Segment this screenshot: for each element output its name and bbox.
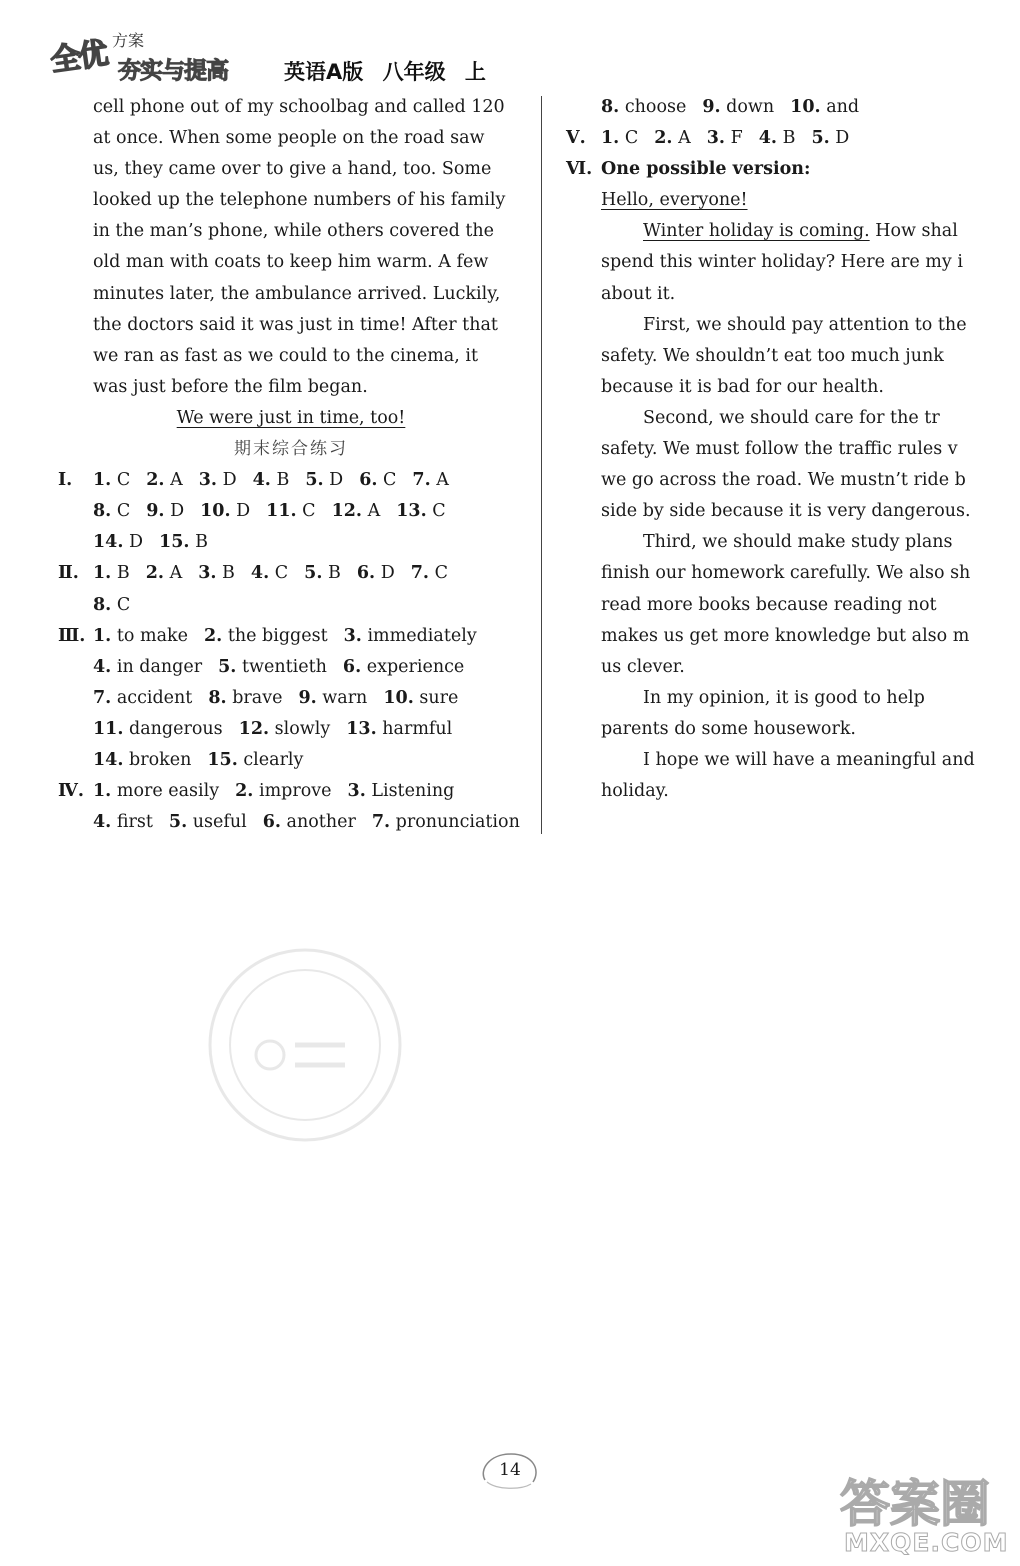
- answer-number: 6.: [359, 470, 378, 491]
- essay-line: holiday.: [601, 781, 669, 802]
- answer-items: [58, 527, 524, 558]
- section-numeral: Ⅴ.: [566, 128, 586, 149]
- essay-line: because it is bad for our health.: [601, 376, 884, 397]
- answer-number: 15.: [207, 749, 238, 770]
- answer-number: 10.: [200, 501, 231, 522]
- answer-number: 2.: [235, 781, 254, 802]
- answer-row: [58, 776, 524, 807]
- answer-number: 13.: [346, 718, 377, 739]
- logo-main-text: 全优: [48, 36, 109, 79]
- answer-item: 15. B: [159, 532, 208, 553]
- section-numeral: Ⅱ.: [58, 563, 79, 584]
- answer-number: 4.: [250, 563, 270, 584]
- story-continuation: [58, 92, 524, 403]
- essay-line: Winter holiday is coming. How shal: [643, 221, 958, 242]
- essay-line: safety. We shouldn’t eat too much junk: [601, 345, 944, 366]
- section-numeral: Ⅲ.: [58, 625, 86, 646]
- answer-number: 2.: [654, 128, 673, 149]
- answer-item: 6. another: [262, 812, 356, 833]
- answer-item: 1. C: [601, 128, 639, 149]
- answer-number: 9.: [298, 687, 317, 708]
- section-numeral: Ⅵ.: [566, 159, 593, 180]
- answer-number: 11.: [266, 501, 297, 522]
- answer-number: 3.: [198, 470, 217, 491]
- answer-item: 8. brave: [208, 687, 283, 708]
- answer-item: 8. C: [93, 594, 131, 615]
- answer-number: 10.: [790, 97, 821, 117]
- answer-items: [58, 683, 524, 714]
- essay-line: side by side because it is very dangerous.: [601, 501, 971, 522]
- answer-number: 5.: [811, 128, 830, 149]
- answer-item: 8. choose: [601, 97, 687, 117]
- answer-number: 12.: [331, 501, 363, 522]
- answer-number: 1.: [93, 625, 112, 646]
- essay-greeting: Hello, everyone!: [601, 190, 748, 211]
- answer-number: 5.: [305, 470, 324, 491]
- essay-line: spend this winter holiday? Here are my i: [601, 252, 963, 273]
- story-line: at once. When some people on the road saw: [93, 128, 485, 149]
- essay-line: I hope we will have a meaningful and: [643, 749, 975, 770]
- answer-item: 7. accident: [93, 687, 193, 708]
- answer-row: [58, 652, 524, 683]
- answer-item: 5. D: [305, 470, 344, 491]
- answer-number: 4.: [93, 812, 112, 833]
- answer-number: 2.: [146, 470, 165, 491]
- answer-number: 4.: [758, 128, 777, 149]
- answer-number: 12.: [238, 718, 270, 739]
- answer-item: 13. C: [396, 501, 446, 522]
- answer-item: 8. C: [93, 501, 131, 522]
- answer-number: 8.: [601, 97, 620, 117]
- answer-item: 3. D: [198, 470, 237, 491]
- answer-number: 6.: [262, 812, 281, 833]
- answer-items: [58, 558, 524, 589]
- essay-line: First, we should pay attention to the: [643, 314, 967, 335]
- answer-item: 9. D: [146, 501, 185, 522]
- story-line: we ran as fast as we could to the cinema, it: [93, 345, 478, 366]
- section-v: [566, 123, 1020, 154]
- answer-item: 6. experience: [342, 656, 465, 677]
- answer-item: 5. twentieth: [218, 656, 327, 677]
- answer-item: 3. Listening: [347, 781, 455, 802]
- answer-number: 1.: [93, 470, 112, 491]
- page-header: [40, 22, 740, 92]
- story-line: was just before the film began.: [93, 376, 368, 397]
- answer-number: 7.: [412, 470, 431, 491]
- right-column: [566, 92, 1020, 807]
- answer-item: 2. the biggest: [203, 625, 328, 646]
- answer-item: 7. A: [412, 470, 449, 491]
- answer-row: [58, 527, 524, 558]
- page-number: 14: [499, 1460, 521, 1480]
- answer-item: 5. D: [811, 128, 850, 149]
- answer-row: [58, 683, 524, 714]
- essay-body: [566, 216, 1020, 807]
- book-title: 英语A版 八年级 上: [284, 60, 486, 84]
- answer-number: 15.: [159, 532, 190, 553]
- story-line: cell phone out of my schoolbag and called 120: [93, 97, 505, 117]
- section-numeral: Ⅳ.: [58, 781, 84, 802]
- essay-topic: Winter holiday is coming.: [643, 221, 870, 242]
- publisher-logo: [40, 22, 260, 92]
- watermark-url: MXQE.COM: [844, 1528, 1009, 1557]
- answer-number: 9.: [702, 97, 721, 117]
- answer-item: 14. D: [93, 532, 144, 553]
- answer-item: 1. C: [93, 470, 131, 491]
- answer-item: 1. to make: [93, 625, 188, 646]
- answer-item: 9. warn: [298, 687, 368, 708]
- answer-items: [58, 496, 524, 527]
- answer-row: [58, 745, 524, 776]
- answer-item: 11. dangerous: [93, 718, 223, 739]
- answer-item: 6. C: [359, 470, 397, 491]
- answer-items: [58, 745, 524, 776]
- answer-item: 4. B: [252, 470, 290, 491]
- essay-line: safety. We must follow the traffic rules v: [601, 439, 958, 460]
- answer-number: 4.: [93, 656, 112, 677]
- answer-number: 3.: [343, 625, 362, 646]
- essay-line: makes us get more knowledge but also m: [601, 625, 970, 646]
- answer-items: [58, 714, 524, 745]
- answer-item: 2. improve: [235, 781, 332, 802]
- answer-item: 4. C: [250, 563, 289, 584]
- answer-number: 11.: [93, 718, 124, 739]
- answer-number: 1.: [93, 563, 112, 584]
- answer-number: 3.: [706, 128, 725, 149]
- answer-number: 3.: [347, 781, 366, 802]
- answer-items: [58, 807, 524, 838]
- answer-item: 9. down: [702, 97, 775, 117]
- essay-line: parents do some housework.: [601, 718, 856, 739]
- answer-item: 5. B: [304, 563, 341, 584]
- answer-number: 7.: [93, 687, 112, 708]
- answer-number: 4.: [252, 470, 271, 491]
- version-label: One possible version:: [601, 159, 811, 180]
- section-vi-label: [566, 154, 1020, 185]
- answer-number: 6.: [342, 656, 362, 677]
- answer-items: [58, 776, 524, 807]
- essay-line: In my opinion, it is good to help: [643, 687, 925, 708]
- story-line: old man with coats to keep him warm. A few: [93, 252, 489, 273]
- answer-number: 8.: [208, 687, 227, 708]
- answer-number: 1.: [601, 128, 620, 149]
- answer-row: [58, 465, 524, 496]
- answer-items: [58, 590, 524, 621]
- answer-number: 5.: [304, 563, 323, 584]
- answer-item: 4. B: [758, 128, 796, 149]
- story-line: minutes later, the ambulance arrived. Luckily,: [93, 283, 501, 304]
- answer-number: 3.: [198, 563, 217, 584]
- answer-number: 8.: [93, 594, 112, 615]
- answer-item: 12. A: [331, 501, 381, 522]
- story-line: the doctors said it was just in time! After that: [93, 314, 498, 335]
- answer-item: 2. A: [654, 128, 691, 149]
- answer-number: 9.: [146, 501, 165, 522]
- story-line: us, they came over to give a hand, too. Some: [93, 159, 492, 180]
- answer-number: 8.: [93, 501, 112, 522]
- answer-sections: [58, 465, 524, 838]
- answer-item: 10. and: [790, 97, 860, 117]
- seal-watermark: [200, 940, 410, 1150]
- answer-number: 5.: [218, 656, 237, 677]
- answer-item: 10. sure: [383, 687, 459, 708]
- answer-row: [58, 496, 524, 527]
- essay-line: Third, we should make study plans: [643, 532, 953, 553]
- essay-line: about it.: [601, 283, 676, 304]
- column-divider: [541, 96, 542, 834]
- answer-item: 11. C: [266, 501, 316, 522]
- answer-number: 6.: [356, 563, 376, 584]
- answer-item: 15. clearly: [207, 749, 304, 770]
- corner-watermark: [830, 1460, 1020, 1566]
- story-line: in the man’s phone, while others covered the: [93, 221, 495, 242]
- answer-item: 7. pronunciation: [371, 812, 520, 833]
- essay-line: finish our homework carefully. We also sh: [601, 563, 971, 584]
- essay-line: we go across the road. We mustn’t ride b: [601, 470, 966, 491]
- answer-number: 13.: [396, 501, 427, 522]
- answer-row: [58, 590, 524, 621]
- essay-line: Second, we should care for the tr: [643, 407, 940, 428]
- logo-top-text: 方案: [112, 31, 145, 50]
- essay-line: us clever.: [601, 656, 685, 677]
- watermark-logo-text: 答案圈: [840, 1475, 990, 1533]
- answer-item: 3. F: [706, 128, 743, 149]
- answer-items: [58, 465, 524, 496]
- answer-number: 2.: [203, 625, 223, 646]
- answer-item: 1. more easily: [93, 781, 220, 802]
- answer-row: [58, 714, 524, 745]
- answer-number: 2.: [145, 563, 164, 584]
- answer-item: 5. useful: [168, 812, 247, 833]
- answer-number: 1.: [93, 781, 112, 802]
- answer-items: [58, 621, 524, 652]
- answer-item: 7. C: [410, 563, 448, 584]
- answer-row: [58, 558, 524, 589]
- section-iv-continued: [566, 92, 1020, 123]
- answer-item: 4. first: [93, 812, 153, 833]
- answer-items: [58, 652, 524, 683]
- left-column: [58, 92, 524, 838]
- answer-item: 3. B: [198, 563, 235, 584]
- answer-number: 14.: [93, 532, 124, 553]
- answer-item: 2. A: [145, 563, 183, 584]
- answer-row: [58, 807, 524, 838]
- story-ending: We were just in time, too!: [176, 407, 406, 428]
- answer-number: 7.: [371, 812, 391, 833]
- answer-number: 7.: [410, 563, 430, 584]
- answer-item: 3. immediately: [343, 625, 477, 646]
- logo-bottom-text: 夯实与提高: [118, 58, 228, 84]
- answer-item: 2. A: [146, 470, 183, 491]
- answer-number: 5.: [168, 812, 188, 833]
- essay-line: read more books because reading not: [601, 594, 937, 615]
- section-numeral: Ⅰ.: [58, 470, 73, 491]
- answer-number: 10.: [383, 687, 414, 708]
- section-title: 期末综合练习: [234, 439, 348, 460]
- answer-item: 1. B: [93, 563, 130, 584]
- answer-item: 6. D: [356, 563, 395, 584]
- answer-item: 12. slowly: [238, 718, 331, 739]
- story-line: looked up the telephone numbers of his family: [93, 190, 506, 211]
- answer-row: [58, 621, 524, 652]
- answer-item: 10. D: [200, 501, 251, 522]
- answer-item: 13. harmful: [346, 718, 453, 739]
- answer-item: 14. broken: [93, 749, 192, 770]
- answer-number: 14.: [93, 749, 124, 770]
- answer-item: 4. in danger: [93, 656, 203, 677]
